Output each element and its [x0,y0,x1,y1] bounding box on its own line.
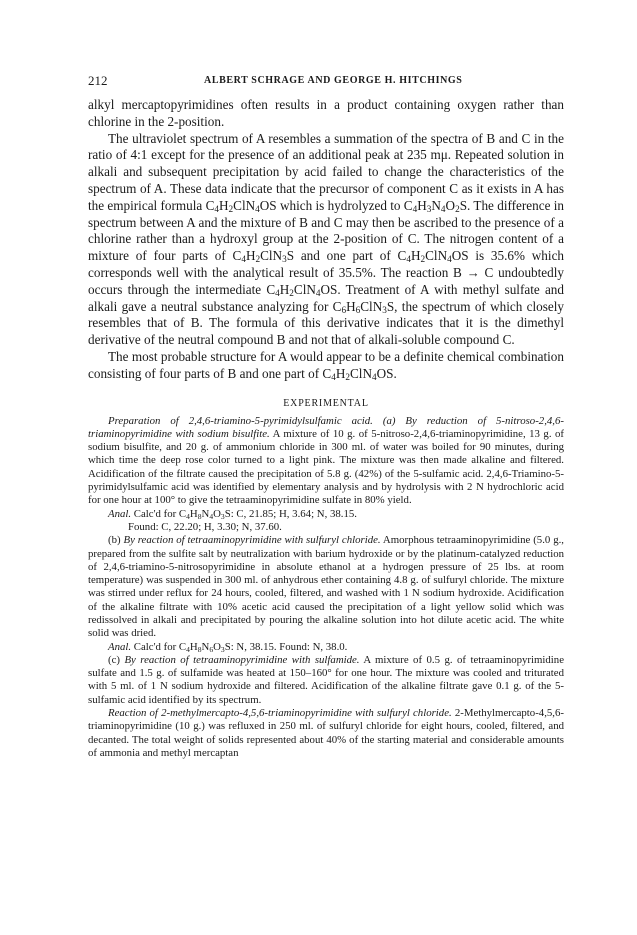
page-header [88,73,558,89]
intro-paragraph-1: alkyl mercaptopyrimidines often results in a product containing oxygen rather than chlorine in the 2-position. [88,97,564,129]
found-line-1: Found: C, 22.20; H, 3.30; N, 37.60. [128,520,282,533]
page-body [88,97,564,760]
intro-paragraph-2: The ultraviolet spectrum of A resembles a summation of the spectra of B and C in the ratio of 4:1 except for the presence of an additional peak at 235 mμ. Repeated solution in alkali and subsequent precipitation by acid failed to change the characteristics of the spectrum of A. These data indicate that the precursor of component C as it exists in A has the empirical formula $C_4H_2ClN_4OS$ which is hydrolyzed to $C_4H_3N_4O_2S$. The difference in spectrum between A and the mixture of B and C may then be ascribed to the presence of a chlorine rather than a hydroxyl group at the 2-position of C. The nitrogen content of a mixture of four parts of $C_4H_2ClN_3S$ and one part of $C_4H_2ClN_4OS$ is 35.6% which corresponds well with the analytical result of 35.5%. The reaction B → C undoubtedly occurs through the intermediate $C_4H_2ClN_4OS$. Treatment of A with methyl sulfate and alkali gave a neutral substance analyzing for $C_6H_6ClN_3S$, the spectrum of which closely resembles that of B. The formula of this derivative indicates that it is the dimethyl derivative of the neutral compound B and not that of alkali-soluble compound C. [88,130,565,348]
page-number: 212 [88,73,108,88]
experimental-paragraph-4: Reaction of 2-methylmercapto-4,5,6-triaminopyrimidine with sulfuryl chloride. 2-Methylmercapto-4,5,6-triaminopyrimidine (10 g.) was refluxed in 250 ml. of sulfuryl chloride for eight hours, cooled, filtered, and decanted. The total weight of solids represented about 40% of the starting material and considerable amounts of ammonia and methyl mercaptan [88,707,564,759]
analysis-line-1: Anal. Calc'd for $C_4H_8N_4O_3S$: C, 21.85; H, 3.64; N, 38.15. [108,507,357,521]
experimental-paragraph-2: (b) By reaction of tetraaminopyrimidine with sulfuryl chloride. Amorphous tetraaminopyrimidine (5.0 g., prepared from the sulfite salt by neutralization with barium hydroxide or by the platinum-catalyzed reduction of 2,4,6-triamino-5-nitrosopyrimidine in absolute ethanol at a hydrogen pressure of 25 lbs. at room temperature) was suspended in 300 ml. of anhydrous ether containing 4.8 g. of sulfuryl chloride. The mixture was stirred under reflux for 24 hours, cooled, filtered, and washed with 1 N sodium hydroxide. Acidification of the alkaline filtrate with 10% acetic acid caused the precipitation of a light yellow solid which was redissolved in alkali and precipitated by pouring the alkaline solution into hot dilute acetic acid. The white solid was dried. [88,534,564,640]
analysis-line-2: Anal. Calc'd for $C_4H_8N_6O_3S$: N, 38.15. Found: N, 38.0. [108,640,348,654]
running-head: ALBERT SCHRAGE AND GEORGE H. HITCHINGS [204,75,463,86]
intro-paragraph-3: The most probable structure for A would appear to be a definite chemical combination consisting of four parts of B and one part of $C_4H_2ClN_4OS$. [88,348,564,382]
section-heading-experimental: EXPERIMENTAL [283,397,369,409]
experimental-paragraph-1: Preparation of 2,4,6-triamino-5-pyrimidylsulfamic acid. (a) By reduction of 5-nitroso-2,4,6-triaminopyrimidine with sodium bisulfite. A mixture of 10 g. of 5-nitroso-2,4,6-triaminopyrimidine, 13 g. of sodium bisulfite, and 20 g. of ammonium chloride in 300 ml. of water was boiled for 90 minutes, during which time the deep rose color turned to a light pink. The mixture was then made alkaline and filtered. Acidification of the filtrate caused the precipitation of 5.8 g. (42%) of the 5-sulfamic acid. 2,4,6-Triamino-5-pyrimidylsulfamic acid was identified by elementary analysis and by hydrolysis with 2 N hydrochloric acid for one hour at 100° to give the tetraaminopyrimidine sulfate in 80% yield. [88,414,564,507]
experimental-paragraph-3: (c) By reaction of tetraaminopyrimidine with sulfamide. A mixture of 0.5 g. of tetraaminopyrimidine sulfate and 1.5 g. of sulfamide was heated at 150–160° for one hour. The mixture was cooled and triturated with 5 ml. of 1 N sodium hydroxide and filtered. Acidification of the alkaline filtrate gave 0.1 g. of the 5-sulfamic acid identified by its spectrum. [88,653,564,706]
